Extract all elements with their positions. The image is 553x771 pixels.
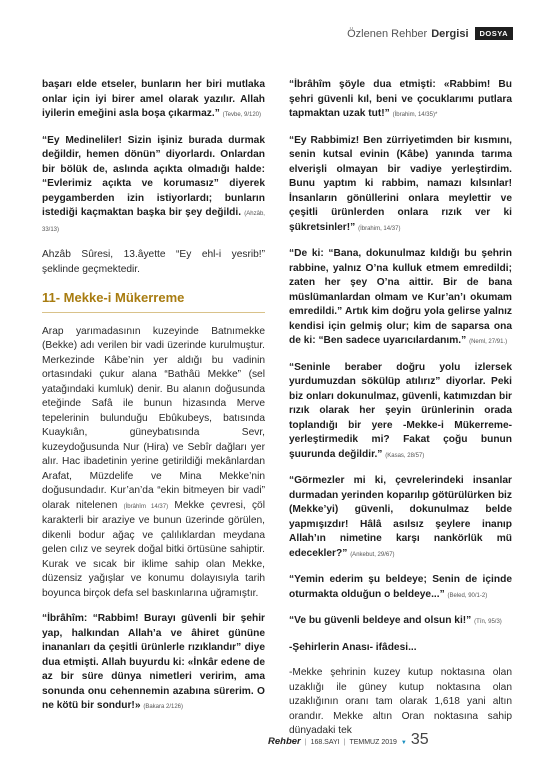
magazine-title: Özlenen Rehber bbox=[347, 27, 428, 40]
paragraph: “Ve bu güvenli beldeye and olsun ki!” (Tîn, 95/3) bbox=[289, 615, 502, 626]
paragraph: -Şehirlerin Anası- ifâdesi... bbox=[289, 641, 417, 653]
paragraph: “Ey Rabbimiz! Ben zürriyetimden bir kısmını, senin kutsal evinin (Kâbe) yanında tarıma elverişli olmayan bir vadiye yerleştirdim. Bunu yaptım ki rabbim, namazı kılsınlar! İnsanların gönüllerini onlara meylettir ve çeşitli ürünlerden onlara rızık ver ki şükretsinler!” (İbrahim, 14/37) bbox=[289, 134, 512, 233]
paragraph: başarı elde etseler, bunların her biri mutlaka onlar için iyi birer amel olarak yazılır. Allah iyilerin emeğini asla boşa çıkarmaz.” (Tevbe, 9/120) bbox=[42, 79, 265, 119]
section-heading: 11- Mekke-i Mükerreme bbox=[42, 291, 265, 313]
paragraph: “İbrâhîm şöyle dua etmişti: «Rabbim! Bu şehri güvenli kıl, beni ve çocuklarımı putlara tapmaktan uzak tut!” (İbrahim, 14/35)* bbox=[289, 79, 512, 119]
issue-number: 168.SAYI bbox=[310, 739, 340, 746]
paragraph: “De ki: “Bana, dokunulmaz kıldığı bu şehrin rabbine, yalnız O’na kulluk etmem emredildi; zaten her şey O’na aittir. Bir de bana müslümanlardan olmam ve Kur’an’ı okumam emredildi.” Artık kim doğru yola gelirse yalnız kendisi için gelmiş olur; kim de saparsa ona de ki: “Ben sadece uyarıcılardanım.” (Neml, 27/91.) bbox=[289, 248, 512, 346]
paragraph: Ahzâb Sûresi, 13.âyette “Ey ehl-i yesrib!” şeklinde geçmektedir. bbox=[42, 249, 265, 275]
footer-divider: | bbox=[304, 739, 307, 746]
paragraph: “Ey Medineliler! Sizin işiniz burada durmak değildir, hemen dönün” diyorlardı. Onlardan bir bölük de, aslında açıkta olmadığı halde: “Evlerimiz açıkta ve korumasız” diyerek peygamberden izin istiyorlardı; bunların istediği kaçmaktan başka bir şey değildi. (Ahzâb, 33/13) bbox=[42, 134, 265, 233]
magazine-brand: Dergisi bbox=[431, 27, 469, 40]
issue-date: TEMMUZ 2019 bbox=[349, 739, 397, 746]
paragraph: “Görmezler mi ki, çevrelerindeki insanlar durmadan yerinden koparılıp götürülürken biz (Mekke’yi) güvenli, dokunulmaz belde yapmışızdır! Hâlâ asılsız şeylere inanıp Allah’ın nimetine karşı nankörlük mü edecekler?” (Ankebut, 29/67) bbox=[289, 475, 512, 559]
page-header bbox=[347, 27, 513, 40]
paragraph: “Seninle beraber doğru yolu izlersek yurdumuzdan sökülüp atılırız” diyorlar. Peki biz onları dokunulmaz, güvenli, katımızdan bir rızık olarak her şeyin ürünlerinin orada toplandığı bir yere -Mekke-i Mükerreme- yerleştirmedik mi? Fakat çoğu bunun şuurunda değildir.” (Kasas, 28/57) bbox=[289, 361, 512, 460]
paragraph: “Yemin ederim şu beldeye; Senin de içinde oturmakta olduğun o beldeye...” (Beled, 90/1-2) bbox=[289, 574, 512, 600]
footer-divider: | bbox=[343, 739, 346, 746]
page-number: 35 bbox=[410, 731, 429, 748]
paragraph: Arap yarımadasının kuzeyinde Batnımekke (Bekke) adı verilen bir vadi üzerinde kurulmuştur. Merkezinde Kâbe’nin yer aldığı bu vadinin ortasındaki çukur alana “Bathâü Mekke” (sel yatağındaki kumluk) denir. Bu alanın doğusunda eteğinde Safâ ile bunun hizasında Merve tepelerinin bulunduğu Ebûkubeys, batısında Kuaykıân, güneybatısında Sevr, kuzeydoğusunda Nur (Hira) ve Sebîr dağları yer alır. Hac ibadetinin yerine getirildiği mekânlardan Arafat, Müzdelife ve Mina Mekke’nin doğusundadır. Kur’an’da “ekin bitmeyen bir vadi” olarak nitelenen (İbrâhîm 14/37) Mekke çevresi, çöl karakterli bir araziye ve bunun üzerinde görülen, dikenli bodur ağaç ve çalılıklardan meydana gelen cılız ve seyrek doğal bitki örtüsüne sahiptir. Kurak ve sıcak bir iklime sahip olan Mekke, düzensiz yağışlar ve konumu dolayısıyla tarih boyunca birçok defa sel baskınlarına uğramıştır. bbox=[42, 325, 265, 599]
page-footer bbox=[268, 731, 429, 749]
section-tag: DOSYA bbox=[475, 27, 513, 40]
footer-logo: Rehber bbox=[268, 736, 301, 747]
right-column bbox=[289, 78, 512, 750]
paragraph: “İbrâhîm: “Rabbim! Burayı güvenli bir şehir yap, halkından Allah’a ve âhiret gününe inananları da çeşitli ürünlerle rızıklandır” diye dua etmişti. Allah buyurdu ki: «İnkâr edene de az bir süre dünya nimetleri veririm, ama sonunda onu cehennemin azabına sürerim. O ne kötü bir sondur!» (Bakara 2/126) bbox=[42, 613, 265, 711]
paragraph: -Mekke şehrinin kuzey kutup noktasına olan uzaklığı ile güney kutup noktasına olan uzaklığının oranı tam olarak 1,618 yani altın orandır. Mekke altın Oran noktasına sahip dünyadaki tek bbox=[289, 667, 512, 736]
triangle-icon: ▼ bbox=[400, 740, 407, 746]
left-column bbox=[42, 78, 265, 726]
